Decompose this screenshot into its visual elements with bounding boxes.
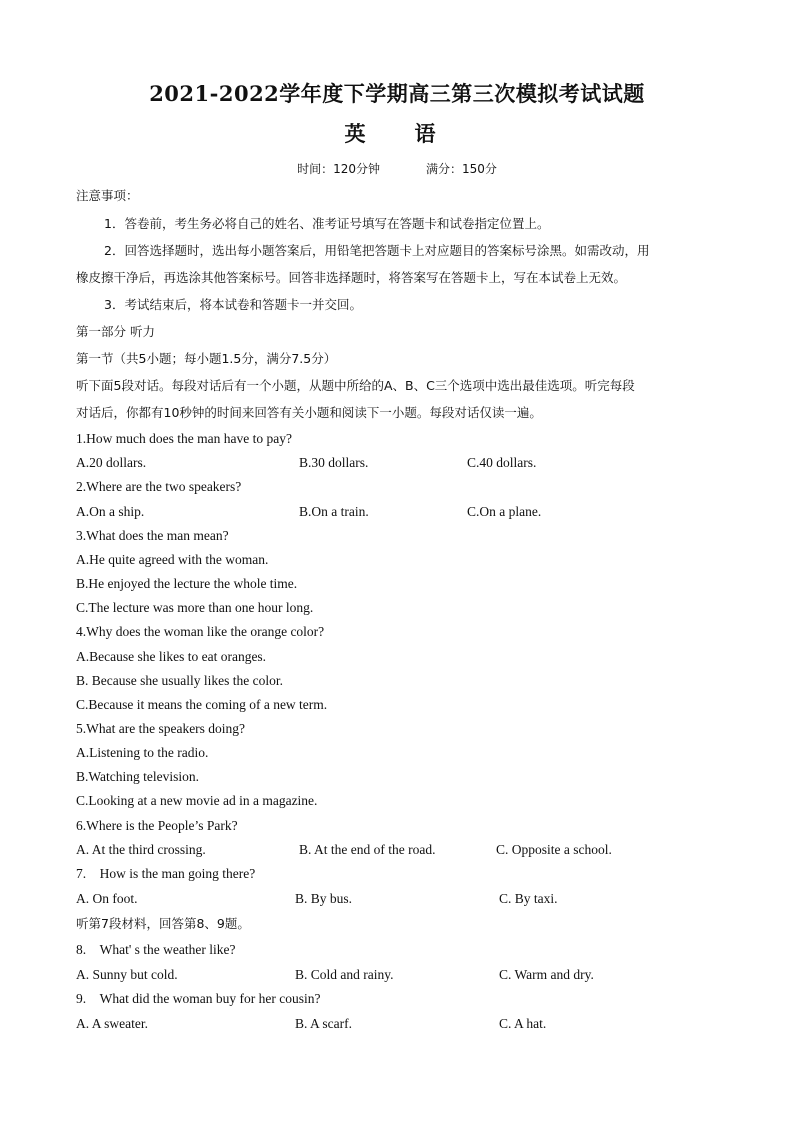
notice-item-3: 3．考试结束后，将本试卷和答题卡一并交回。 — [104, 297, 362, 312]
q6-option-a: A. At the third crossing. — [76, 842, 206, 857]
q5-option-a: A.Listening to the radio. — [76, 745, 209, 760]
q1-option-c: C.40 dollars. — [467, 455, 537, 470]
question-5: 5.What are the speakers doing? — [76, 721, 246, 736]
q7-option-a: A. On foot. — [76, 891, 138, 906]
question-1: 1.How much does the man have to pay? — [76, 431, 292, 446]
question-2: 2.Where are the two speakers? — [76, 479, 242, 494]
question-4: 4.Why does the woman like the orange color? — [76, 624, 325, 639]
q9-option-c: C. A hat. — [499, 1016, 547, 1031]
instructions-line-2: 对话后，你都有10秒钟的时间来回答有关小题和阅读下一小题。每段对话仅读一遍。 — [76, 405, 542, 420]
q2-option-a: A.On a ship. — [76, 504, 145, 519]
q3-option-a: A.He quite agreed with the woman. — [76, 552, 269, 567]
q7-option-b: B. By bus. — [295, 891, 353, 906]
q7-option-c: C. By taxi. — [499, 891, 558, 906]
q8-option-b: B. Cold and rainy. — [295, 967, 394, 982]
q4-option-a: A.Because she likes to eat oranges. — [76, 649, 267, 664]
part1-heading: 第一部分 听力 — [76, 324, 155, 339]
question-6: 6.Where is the People’s Park? — [76, 818, 238, 833]
q3-option-b: B.He enjoyed the lecture the whole time. — [76, 576, 298, 591]
notice-item-2-cont: 橡皮擦干净后，再选涂其他答案标号。回答非选择题时，将答案写在答题卡上，写在本试卷上无效。 — [76, 270, 627, 285]
q6-option-c: C. Opposite a school. — [496, 842, 612, 857]
subject-title: 英 语 — [344, 121, 450, 146]
exam-meta — [0, 160, 794, 177]
notice-item-2: 2．回答选择题时，选出每小题答案后，用铅笔把答题卡上对应题目的答案标号涂黑。如需改动，用 — [104, 243, 650, 258]
q4-option-b: B. Because she usually likes the color. — [76, 673, 283, 688]
section1-heading: 第一节（共5小题；每小题1.5分，满分7.5分） — [76, 351, 337, 366]
question-9: 9. What did the woman buy for her cousin? — [76, 991, 321, 1006]
exam-score: 满分：150分 — [426, 162, 497, 176]
q9-option-a: A. A sweater. — [76, 1016, 148, 1031]
q9-option-b: B. A scarf. — [295, 1016, 352, 1031]
q5-option-b: B.Watching television. — [76, 769, 200, 784]
q5-option-c: C.Looking at a new movie ad in a magazine. — [76, 793, 318, 808]
exam-time: 时间：120分钟 — [297, 162, 380, 176]
notice-heading: 注意事项： — [76, 188, 139, 203]
instructions-line-1: 听下面5段对话。每段对话后有一个小题，从题中所给的A、B、C三个选项中选出最佳选项。听完每段 — [76, 378, 635, 393]
question-7: 7. How is the man going there? — [76, 866, 256, 881]
q3-option-c: C.The lecture was more than one hour long. — [76, 600, 314, 615]
question-8: 8. What' s the weather like? — [76, 942, 236, 957]
q1-option-b: B.30 dollars. — [299, 455, 369, 470]
q1-option-a: A.20 dollars. — [76, 455, 147, 470]
question-3: 3.What does the man mean? — [76, 528, 229, 543]
notice-item-1: 1．答卷前，考生务必将自己的姓名、准考证号填写在答题卡和试卷指定位置上。 — [104, 216, 550, 231]
q8-option-c: C. Warm and dry. — [499, 967, 594, 982]
q8-option-a: A. Sunny but cold. — [76, 967, 178, 982]
q2-option-c: C.On a plane. — [467, 504, 542, 519]
q6-option-b: B. At the end of the road. — [299, 842, 436, 857]
q4-option-c: C.Because it means the coming of a new term. — [76, 697, 328, 712]
note-q8-q9: 听第7段材料，回答第8、9题。 — [76, 916, 250, 931]
exam-title: 2021-2022学年度下学期高三第三次模拟考试试题 — [149, 81, 645, 106]
q2-option-b: B.On a train. — [299, 504, 369, 519]
